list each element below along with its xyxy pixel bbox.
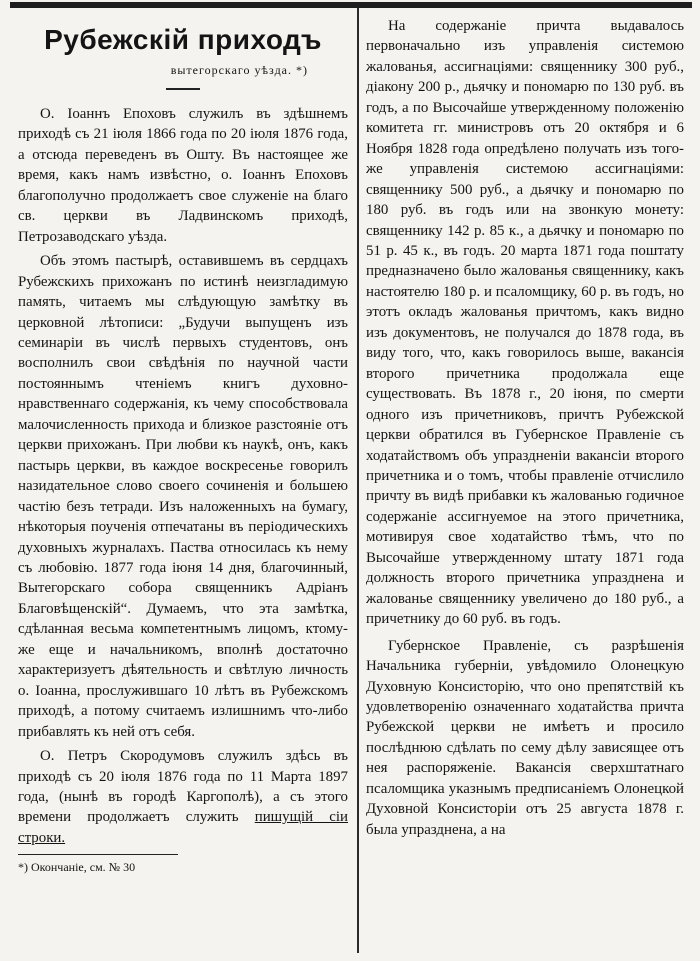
top-rule [10,2,692,8]
right-column [366,16,684,846]
paragraph: Губернское Правленіе, съ разрѣшенія Начальника губерніи, увѣдомило Олонецкую Духовную Консисторію, что оно препятствій къ удовлетворенію означеннаго ходатайства причта Рубежской церкви не имѣетъ и просило послѣднюю сдѣлать по сему дѣлу зависящее отъ нея распоряженіе. Вакансія сверхштатнаго псаломщика указнымъ предписаніемъ Олонецкой Духовной Консисторіи отъ 25 августа 1878 г. была упразднена, а на [366,637,684,838]
paragraph [18,746,348,848]
paragraph: Объ этомъ пастырѣ, оставившемъ въ сердцахъ Рубежскихъ прихожанъ по истинѣ неизгладимую память, читаемъ мы слѣдующую замѣтку въ церковной лѣтописи: „Будучи выпущенъ изъ семинаріи въ числѣ первыхъ студентовъ, онъ восполнилъ свои свѣдѣнія по научной части постояннымъ чтеніемъ книгъ духовно-нравственнаго содержанія, къ чему способствовала малочисленность прихода и близкое разстояніе отъ церкви прихожанъ. При любви къ наукѣ, онъ, какъ пастырь церкви, въ каждое воскресенье говорилъ назидательное слово своего сочиненія и большею частію безъ тетради. Изъ наложенныхъ на бумагу, нѣкоторыя поученія отпечатаны въ періодическихъ духовныхъ журналахъ. Паства относилась къ нему съ любовію. 1877 года іюня 14 дня, благочинный, Вытегорскаго собора священникъ Адріанъ Благовѣщенскій“. Думаемъ, что эта замѣтка, сдѣланная весьма компетентнымъ лицомъ, ктому-же еще и начальникомъ, вполнѣ достаточно характеризуетъ дѣятельность и свѣтлую личность о. Іоанна, прослужившаго 10 лѣтъ въ Рубежскомъ приходѣ, а потому считаемъ излишнимъ что-либо прибавлять къ ней отъ себя. [18,253,348,740]
footnote-rule [18,854,178,855]
article-subtitle: вытегорскаго уѣзда. *) [170,63,308,77]
column-divider [357,8,359,953]
paragraph: О. Іоаннъ Епоховъ служилъ въ здѣшнемъ приходѣ съ 21 іюля 1866 года по 20 іюля 1876 года, а отсюда переведенъ въ Ошту. Въ настоящее же время, какъ намъ извѣстно, о. Іоаннъ Епоховъ благополучно продолжаетъ свое служеніе на благо св. церкви въ Ладвинскомъ приходѣ, Петрозаводскаго уѣзда. [18,106,348,245]
footnote: *) Окончаніе, см. № 30 [18,860,136,875]
left-column [18,18,348,875]
paragraph: На содержаніе причта выдавалось первоначально изъ управленія системою жалованья, ассигнаціями: священнику 300 руб., діакону 200 р., дьячку и пономарю по 130 руб. въ годъ, а по Высочайше утвержденному положенію комитета гг. министровъ отъ 20 октября и 6 Ноября 1828 года опредѣлено получать изъ того-же управленія системою ассигнаціями: священнику 500 руб., а дьячку и пономарю по 180 руб. въ годъ или на звонкую монету: священнику 142 р. 85 к., а дьячку и пономарю по 51 р. 45 к., въ годъ. 20 марта 1871 года поштату предназначено было жалованья священнику, какъ настоятелю 180 р. и псаломщику, 60 р. въ годъ, но этотъ окладъ жалованья причтомъ, какъ видно изъ документовъ, не получался до 1878 года, въ виду того, что, какъ говорилось выше, вакансія второго причетника продолжала еще существовать. Въ 1878 г., 20 іюня, по смерти одного изъ причетниковъ, причтъ Рубежской церкви обратился въ Губернское Правленіе съ ходатайствомъ объ упраздненіи вакансіи второго причетника и о томъ, чтобы правленіе отчислило причту въ видѣ прибавки къ жалованью годичное содержаніе ассигнуемое на этого причетника, мотивируя свое ходатайство тѣмъ, что по Высочайше утвержденному штату 1871 года должность второго причетника упразднена и жалованье священнику увеличено до 180 руб., а причетнику до 60 руб. въ годъ. [366,18,684,628]
article-title: Рубежскій приходъ [44,24,322,55]
title-rule [166,88,200,90]
underlined-phrase: пишущій сіи строки. [18,809,348,846]
paragraph-text: О. Петръ Скородумовъ служилъ здѣсь въ приходѣ съ 20 іюля 1876 года по 11 Марта 1897 года, (нынѣ въ городѣ Каргополѣ), а съ этого времени продолжаетъ служить [18,748,348,826]
